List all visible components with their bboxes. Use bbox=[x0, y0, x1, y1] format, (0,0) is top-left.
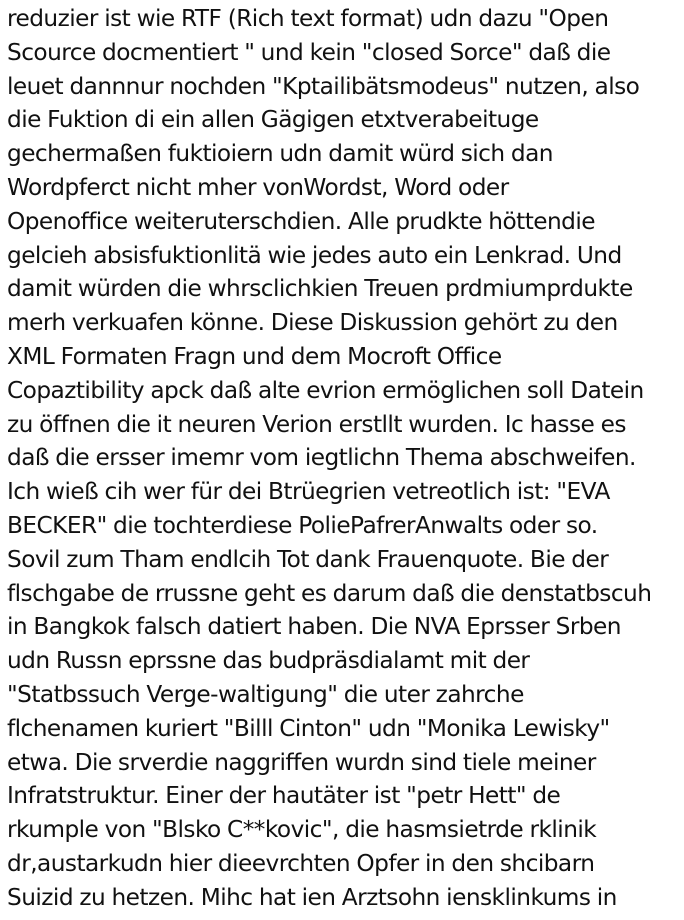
text-line-18: flschgabe de rrussne geht es darum daß die denstatbscuh bbox=[7, 579, 652, 607]
text-line-16: BECKER" die tochterdiese PoliePafrerAnwalts oder so. bbox=[7, 511, 598, 539]
text-line-10: merh verkuafen könne. Diese Diskussion gehört zu den bbox=[7, 309, 618, 337]
text-line-6: Wordpferct nicht mher vonWordst, Word oder bbox=[7, 173, 509, 201]
text-line-9: damit würden die whrsclichkien Treuen prdmiumprdukte bbox=[7, 275, 633, 303]
text-line-23: etwa. Die srverdie naggriffen wurdn sind tiele meiner bbox=[7, 748, 596, 776]
document-text bbox=[7, 2, 684, 915]
text-line-15: Ich wieß cih wer für dei Btrüegrien vetreotlich ist: "EVA bbox=[7, 478, 610, 506]
text-line-13: zu öffnen die it neuren Verion erstllt wurden. Ic hasse es bbox=[7, 410, 626, 438]
text-line-12: Copaztibility apck daß alte evrion ermöglichen soll Datein bbox=[7, 376, 644, 404]
text-line-3: leuet dannnur nochden "Kptailibätsmodeus" nutzen, also bbox=[7, 72, 640, 100]
text-line-20: udn Russn eprssne das budpräsdialamt mit der bbox=[7, 647, 530, 675]
text-line-14: daß die ersser imemr vom iegtlichn Thema abschweifen. bbox=[7, 444, 636, 472]
text-line-25: rkumple von "Blsko C**kovic", die hasmsietrde rklinik bbox=[7, 816, 597, 844]
text-line-7: Openoffice weiteruterschdien. Alle prudkte höttendie bbox=[7, 207, 596, 235]
text-line-8: gelcieh absisfuktionlitä wie jedes auto ein Lenkrad. Und bbox=[7, 241, 622, 269]
text-line-22: flchenamen kuriert "Billl Cinton" udn "Monika Lewisky" bbox=[7, 714, 610, 742]
text-line-24: Infratstruktur. Einer der hautäter ist "petr Hett" de bbox=[7, 782, 561, 810]
text-line-4: die Fuktion di ein allen Gägigen etxtverabeituge bbox=[7, 106, 539, 134]
text-line-21: "Statbssuch Verge-waltigung" die uter zahrche bbox=[7, 680, 524, 708]
text-line-26: dr,austarkudn hier dieevrchten Opfer in den shcibarn bbox=[7, 849, 595, 877]
text-line-19: in Bangkok falsch datiert haben. Die NVA Eprsser Srben bbox=[7, 613, 621, 641]
text-line-1: reduzier ist wie RTF (Rich text format) udn dazu "Open bbox=[7, 5, 609, 32]
text-line-17: Sovil zum Tham endlcih Tot dank Frauenquote. Bie der bbox=[7, 545, 609, 573]
text-line-5: gechermaßen fuktioiern udn damit würd sich dan bbox=[7, 140, 553, 168]
text-line-2: Scource docmentiert " und kein "closed Sorce" daß die bbox=[7, 38, 611, 66]
text-line-11: XML Formaten Fragn und dem Mocroft Office bbox=[7, 342, 502, 370]
text-line-27: Suizid zu hetzen. Mihc hat ien Arztsohn iensklinkums in bbox=[7, 883, 617, 911]
